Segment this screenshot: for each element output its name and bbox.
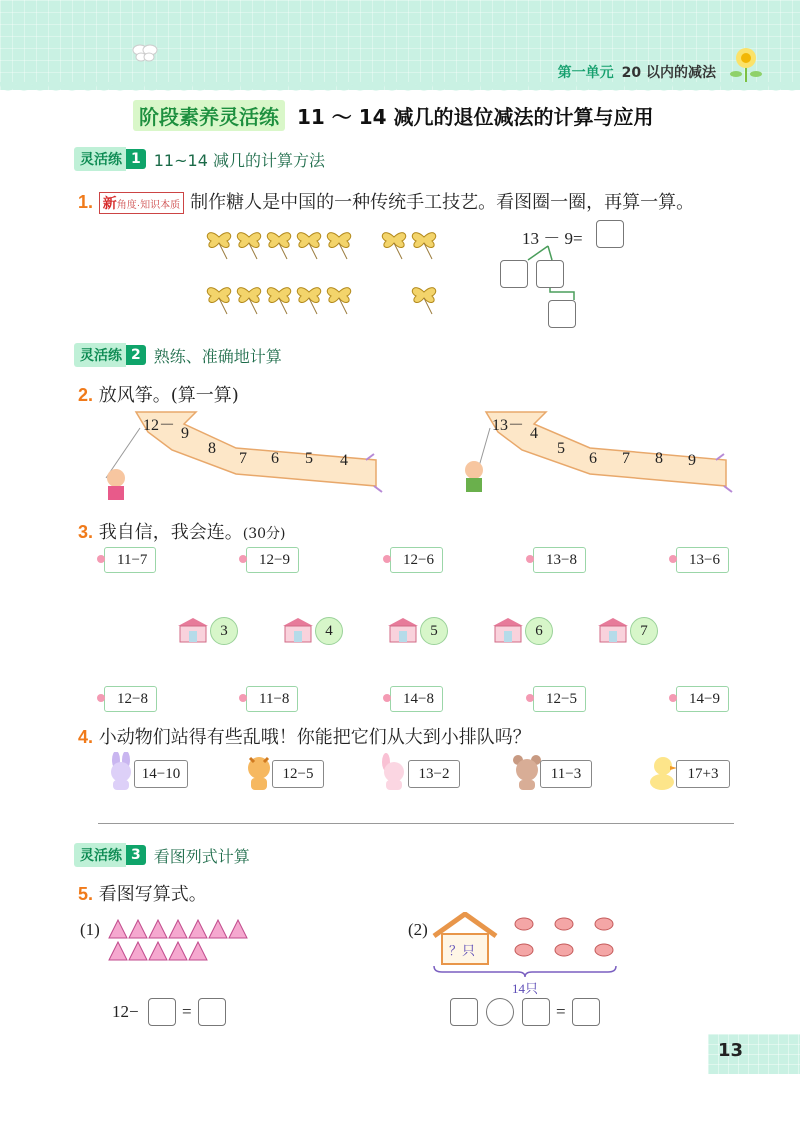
section-number: 3	[126, 845, 146, 865]
butterfly-decoration-icon	[132, 42, 158, 64]
tiger-animal-icon	[242, 752, 276, 792]
kite-2-cell: 6	[589, 450, 597, 467]
question-text: 我自信，我会连。	[98, 522, 243, 543]
q1-equation: 13 － 9=	[522, 229, 583, 248]
animal-expression-card[interactable]: 17+3	[676, 760, 730, 788]
kite-2-cell: 4	[530, 425, 538, 442]
mailbox-house-icon	[386, 616, 420, 644]
kite-2-cell: 8	[655, 450, 663, 467]
q1-split-lines	[500, 244, 590, 304]
q5-part-1-label: (1)	[80, 920, 100, 939]
question-text: 放风筝。(算一算)	[98, 385, 239, 406]
house-number-bubble[interactable]: 4	[315, 617, 343, 645]
question-text: 小动物们站得有些乱哦！你能把它们从大到小排队吗？	[98, 727, 531, 748]
mailbox-house-icon	[596, 616, 630, 644]
total-brace	[432, 964, 618, 978]
question-3	[78, 518, 286, 544]
house-question-label: ？只	[449, 943, 476, 958]
q5-part-2-box-1[interactable]	[450, 998, 478, 1026]
header-wave-decoration	[0, 82, 800, 96]
house-number-bubble[interactable]: 7	[630, 617, 658, 645]
top-expression-tag[interactable]: 12−9	[246, 547, 299, 573]
section-3-heading	[74, 843, 250, 867]
kite-1-head: 12－	[143, 417, 176, 434]
section-divider	[98, 823, 734, 824]
question-5	[78, 880, 207, 906]
section-2-heading	[74, 343, 282, 367]
q5-part-1-box-subtrahend[interactable]	[148, 998, 176, 1026]
kite-1-cell: 9	[181, 425, 189, 442]
flower-decoration-icon	[722, 42, 770, 82]
question-number: 4.	[78, 727, 94, 747]
animal-expression-card[interactable]: 11−3	[540, 760, 592, 788]
q5-part-1-equals: =	[182, 1002, 192, 1021]
q5-part-1-equation-start: 12−	[112, 1002, 139, 1021]
bottom-expression-tag[interactable]: 14−8	[390, 686, 443, 712]
q5-part-2-box-2[interactable]	[522, 998, 550, 1026]
new-angle-badge: 新角度·知识本质	[99, 192, 184, 214]
top-expression-tag[interactable]: 11−7	[104, 547, 156, 573]
section-title: 看图列式计算	[153, 846, 250, 866]
question-number: 2.	[78, 385, 94, 405]
house-number-bubble[interactable]: 6	[525, 617, 553, 645]
kite-1-cell: 8	[208, 440, 216, 457]
section-tag: 灵活练	[74, 147, 126, 171]
bunny-animal-icon	[376, 752, 410, 792]
bottom-expression-tag[interactable]: 11−8	[246, 686, 298, 712]
section-title: 11~14 减几的计算方法	[153, 150, 325, 170]
section-tag: 灵活练	[74, 843, 126, 867]
mailbox-house-icon	[176, 616, 210, 644]
bottom-expression-tag[interactable]: 14−9	[676, 686, 729, 712]
q5-part-2-label: (2)	[408, 920, 428, 939]
kite-1-cell: 6	[271, 450, 279, 467]
mailbox-house-icon	[281, 616, 315, 644]
question-number: 5.	[78, 884, 94, 904]
section-number: 1	[126, 149, 146, 169]
question-score: (30分)	[242, 526, 286, 542]
question-text: 看图写算式。	[98, 884, 207, 905]
top-expression-tag[interactable]: 13−6	[676, 547, 729, 573]
unit-number: 第一单元	[557, 65, 614, 81]
animal-expression-card[interactable]: 12−5	[272, 760, 324, 788]
title-brand: 阶段素养灵活练	[133, 100, 285, 131]
kite-2-cell: 7	[622, 450, 630, 467]
section-1-heading	[74, 147, 325, 171]
birds-image	[512, 914, 620, 966]
kite-1-cell: 7	[239, 450, 247, 467]
duck-animal-icon	[646, 752, 680, 792]
sugar-butterflies-image	[205, 225, 445, 320]
triangles-image	[108, 918, 248, 962]
section-number: 2	[126, 345, 146, 365]
unit-topic: 20 以内的减法	[621, 65, 716, 81]
question-text: 制作糖人是中国的一种传统手工技艺。看图圈一圈，再算一算。	[190, 192, 695, 213]
house-number-bubble[interactable]: 5	[420, 617, 448, 645]
rabbit-animal-icon	[104, 752, 138, 792]
title-text: 11 ～ 14 减几的退位减法的计算与应用	[297, 105, 654, 129]
q5-part-2-equals: =	[556, 1002, 566, 1021]
total-label: 14只	[512, 981, 539, 996]
kite-1-cell: 4	[340, 452, 348, 469]
top-expression-tag[interactable]: 12−6	[390, 547, 443, 573]
q5-part-1-box-result[interactable]	[198, 998, 226, 1026]
page-number-tab	[708, 1034, 800, 1074]
animal-expression-card[interactable]: 13−2	[408, 760, 460, 788]
kite-2-head: 13－	[492, 417, 525, 434]
question-1	[78, 188, 694, 214]
q5-part-2-operator-circle[interactable]	[486, 998, 514, 1026]
top-expression-tag[interactable]: 13−8	[533, 547, 586, 573]
animal-expression-card[interactable]: 14−10	[134, 760, 188, 788]
kite-1-cell: 5	[305, 450, 313, 467]
kite-2-cell: 5	[557, 440, 565, 457]
bottom-expression-tag[interactable]: 12−8	[104, 686, 157, 712]
bottom-expression-tag[interactable]: 12−5	[533, 686, 586, 712]
house-number-bubble[interactable]: 3	[210, 617, 238, 645]
question-4	[78, 723, 531, 749]
unit-title	[558, 62, 716, 82]
page-number: 13	[718, 1040, 744, 1061]
question-number: 1.	[78, 192, 94, 212]
mailbox-house-icon	[491, 616, 525, 644]
page-title	[133, 100, 654, 131]
section-title: 熟练、准确地计算	[153, 346, 282, 366]
section-tag: 灵活练	[74, 343, 126, 367]
bear-animal-icon	[510, 752, 544, 792]
q1-intermediate-box[interactable]	[548, 300, 576, 328]
q5-part-2-box-result[interactable]	[572, 998, 600, 1026]
question-2	[78, 381, 239, 407]
kite-2-cell: 9	[688, 452, 696, 469]
question-number: 3.	[78, 522, 94, 542]
q1-answer-box[interactable]	[596, 220, 624, 248]
